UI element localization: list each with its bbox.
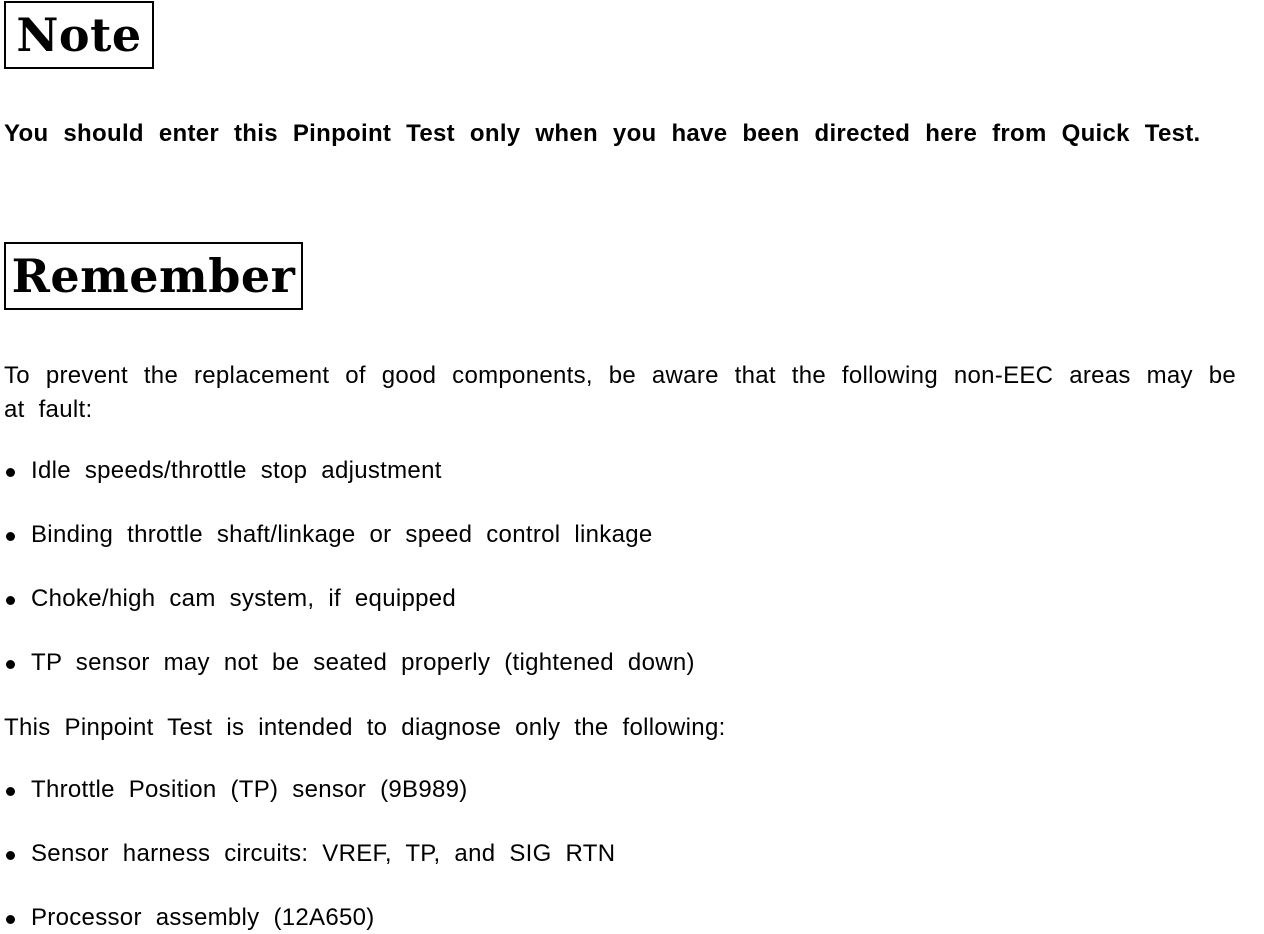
note-text: You should enter this Pinpoint Test only when you have been directed here from Quick Test. — [4, 120, 1201, 147]
remember-heading-text: Remember — [11, 249, 296, 303]
list-item — [6, 648, 695, 678]
bullet-icon — [6, 787, 15, 796]
remember-heading — [4, 242, 303, 310]
bullet-icon — [6, 596, 15, 605]
list-item — [6, 520, 653, 550]
note-heading — [4, 1, 154, 69]
list-item — [6, 456, 442, 486]
note-heading-text: Note — [16, 8, 142, 62]
bullet-icon — [6, 851, 15, 860]
list-item-text: Binding throttle shaft/linkage or speed control linkage — [31, 521, 653, 548]
diagnose-scope-intro: This Pinpoint Test is intended to diagnose only the following: — [4, 714, 726, 741]
list-item-text: Idle speeds/throttle stop adjustment — [31, 457, 442, 484]
bullet-icon — [6, 468, 15, 477]
list-item-text: Processor assembly (12A650) — [31, 904, 375, 931]
list-item — [6, 584, 456, 614]
list-item-text: TP sensor may not be seated properly (tightened down) — [31, 649, 695, 676]
list-item — [6, 839, 615, 869]
bullet-icon — [6, 915, 15, 924]
bullet-icon — [6, 660, 15, 669]
fault-areas-intro: To prevent the replacement of good components, be aware that the following non-EEC areas may be at fault: — [4, 362, 1236, 423]
list-item — [6, 903, 375, 933]
list-item-text: Sensor harness circuits: VREF, TP, and SIG RTN — [31, 840, 616, 867]
list-item — [6, 775, 468, 805]
list-item-text: Choke/high cam system, if equipped — [31, 585, 457, 612]
bullet-icon — [6, 532, 15, 541]
list-item-text: Throttle Position (TP) sensor (9B989) — [31, 776, 468, 803]
